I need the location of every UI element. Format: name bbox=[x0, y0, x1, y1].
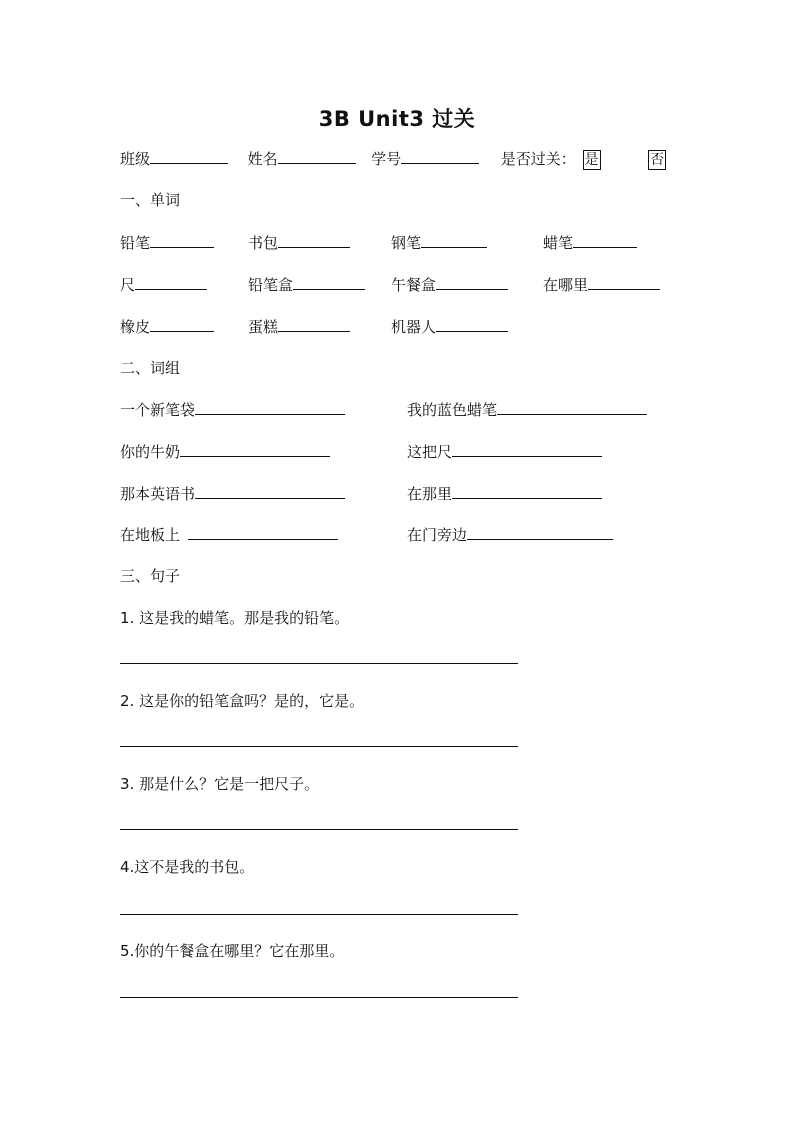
phrase-blank[interactable] bbox=[188, 524, 338, 540]
section-words-heading: 一、单词 bbox=[120, 191, 181, 209]
class-blank[interactable] bbox=[150, 148, 228, 164]
word-blank[interactable] bbox=[421, 232, 487, 248]
phrase-blank[interactable] bbox=[452, 441, 602, 457]
word-label: 书包 bbox=[248, 234, 279, 252]
section-sentences-heading: 三、句子 bbox=[120, 567, 181, 585]
phrase-item bbox=[407, 483, 602, 504]
phrase-item bbox=[120, 441, 330, 462]
page-title: 3B Unit3 过关 bbox=[318, 107, 476, 131]
sentence-answer-line[interactable] bbox=[120, 997, 518, 998]
word-blank[interactable] bbox=[150, 316, 214, 332]
word-blank[interactable] bbox=[278, 232, 350, 248]
number-blank[interactable] bbox=[401, 148, 479, 164]
word-item bbox=[543, 232, 637, 253]
word-label: 钢笔 bbox=[391, 234, 422, 252]
name-label: 姓名 bbox=[247, 150, 278, 168]
phrase-label: 你的牛奶 bbox=[120, 443, 181, 461]
phrase-blank[interactable] bbox=[497, 399, 647, 415]
word-label: 蛋糕 bbox=[248, 318, 279, 336]
pass-no-box[interactable]: 否 bbox=[650, 152, 665, 168]
word-item bbox=[248, 232, 350, 253]
word-blank[interactable] bbox=[293, 274, 365, 290]
word-item bbox=[248, 316, 350, 337]
word-label: 铅笔 bbox=[120, 234, 151, 252]
name-blank[interactable] bbox=[278, 148, 356, 164]
phrase-label: 那本英语书 bbox=[120, 485, 196, 503]
phrase-blank[interactable] bbox=[467, 524, 613, 540]
sentence-prompt: 4.这不是我的书包。 bbox=[120, 858, 255, 876]
phrase-blank[interactable] bbox=[195, 483, 345, 499]
word-item bbox=[120, 316, 214, 337]
word-label: 尺 bbox=[120, 276, 136, 294]
phrase-blank[interactable] bbox=[195, 399, 345, 415]
word-label: 蜡笔 bbox=[543, 234, 574, 252]
word-label: 铅笔盒 bbox=[248, 276, 294, 294]
word-item bbox=[391, 316, 508, 337]
word-item bbox=[120, 232, 214, 253]
pass-label: 是否过关： bbox=[500, 150, 576, 168]
word-blank[interactable] bbox=[150, 232, 214, 248]
number-label: 学号 bbox=[371, 150, 402, 168]
phrase-blank[interactable] bbox=[452, 483, 602, 499]
sentence-answer-line[interactable] bbox=[120, 829, 518, 830]
student-info-row bbox=[120, 148, 666, 170]
word-item bbox=[120, 274, 207, 295]
phrase-blank[interactable] bbox=[180, 441, 330, 457]
word-label: 橡皮 bbox=[120, 318, 151, 336]
word-label: 机器人 bbox=[391, 318, 437, 336]
phrase-label: 在门旁边 bbox=[407, 526, 468, 544]
phrase-label: 我的蓝色蜡笔 bbox=[407, 401, 498, 419]
sentence-prompt: 2. 这是你的铅笔盒吗？是的，它是。 bbox=[120, 692, 365, 710]
phrase-label: 这把尺 bbox=[407, 443, 453, 461]
sentence-prompt: 5.你的午餐盒在哪里？它在那里。 bbox=[120, 942, 345, 960]
sentence-answer-line[interactable] bbox=[120, 914, 518, 915]
word-blank[interactable] bbox=[573, 232, 637, 248]
word-item bbox=[391, 232, 487, 253]
phrase-label: 在地板上 bbox=[120, 526, 181, 544]
sentence-answer-line[interactable] bbox=[120, 663, 518, 664]
sentence-prompt: 3. 那是什么？它是一把尺子。 bbox=[120, 775, 320, 793]
phrase-item bbox=[407, 399, 647, 420]
word-blank[interactable] bbox=[436, 316, 508, 332]
word-label: 午餐盒 bbox=[391, 276, 437, 294]
phrase-item bbox=[120, 483, 345, 504]
word-blank[interactable] bbox=[135, 274, 207, 290]
word-blank[interactable] bbox=[588, 274, 660, 290]
pass-yes-box[interactable]: 是 bbox=[584, 152, 599, 168]
sentence-answer-line[interactable] bbox=[120, 746, 518, 747]
phrase-item bbox=[407, 441, 602, 462]
word-blank[interactable] bbox=[436, 274, 508, 290]
phrase-item bbox=[120, 524, 338, 545]
class-label: 班级 bbox=[120, 150, 151, 168]
word-item bbox=[391, 274, 508, 295]
section-phrases-heading: 二、词组 bbox=[120, 359, 181, 377]
sentence-prompt: 1. 这是我的蜡笔。那是我的铅笔。 bbox=[120, 609, 350, 627]
word-item bbox=[543, 274, 660, 295]
word-label: 在哪里 bbox=[543, 276, 589, 294]
phrase-item bbox=[407, 524, 613, 545]
word-item bbox=[248, 274, 365, 295]
phrase-label: 一个新笔袋 bbox=[120, 401, 196, 419]
phrase-label: 在那里 bbox=[407, 485, 453, 503]
phrase-item bbox=[120, 399, 345, 420]
word-blank[interactable] bbox=[278, 316, 350, 332]
